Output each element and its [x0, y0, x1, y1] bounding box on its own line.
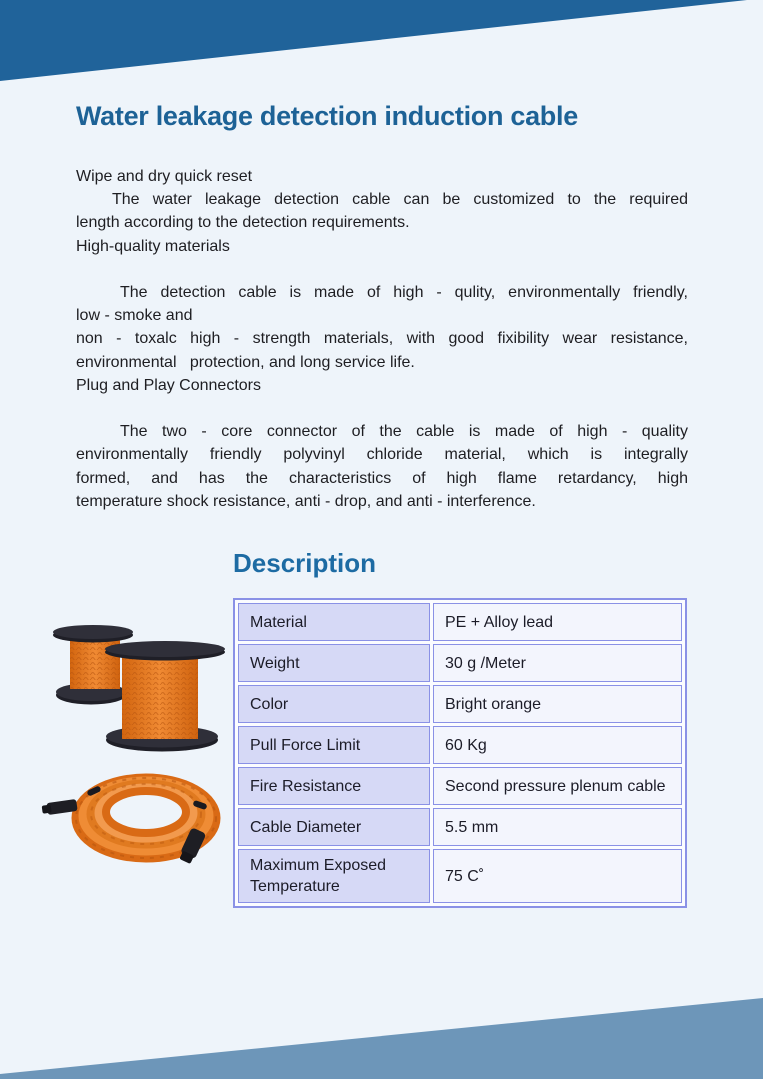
spec-label: Material — [238, 603, 430, 641]
spec-value: 30 g /Meter — [433, 644, 682, 682]
page-title: Water leakage detection induction cable — [76, 101, 578, 131]
spec-label: Cable Diameter — [238, 808, 430, 846]
spec-label: Maximum Exposed Temperature — [238, 849, 430, 903]
body-text-line: non - toxalc high - strength materials, with good fixibility wear resistance, — [76, 330, 688, 348]
footer-wedge-decoration — [0, 997, 763, 1079]
body-text-line: temperature shock resistance, anti - drop, and anti - interference. — [76, 492, 536, 510]
body-text-line: environmental protection, and long service life. — [76, 353, 415, 371]
table-row — [238, 808, 682, 846]
body-text-line: low - smoke and — [76, 307, 193, 325]
spec-value: 5.5 mm — [433, 808, 682, 846]
spec-value: PE + Alloy lead — [433, 603, 682, 641]
body-text-line: Wipe and dry quick reset — [76, 168, 253, 185]
cable-coil-image — [41, 778, 216, 865]
cable-spool-back-image — [53, 625, 133, 705]
spec-value: Second pressure plenum cable — [433, 767, 682, 805]
body-text-line: formed, and has the characteristics of high flame retardancy, high — [76, 469, 688, 487]
body-text — [76, 165, 688, 513]
description-table-body — [238, 603, 682, 903]
body-text-line: environmentally friendly polyvinyl chloride material, which is integrally — [76, 446, 688, 464]
body-spacer-line — [76, 258, 688, 281]
table-row — [238, 849, 682, 903]
body-text-line: length according to the detection requirements. — [76, 214, 410, 232]
spec-value: Bright orange — [433, 685, 682, 723]
table-row — [238, 644, 682, 682]
spec-value: 75 C˚ — [433, 849, 682, 903]
body-text-line: The water leakage detection cable can be customized to the required — [112, 191, 688, 209]
table-row — [238, 767, 682, 805]
body-spacer-line — [76, 397, 688, 420]
body-text-line: The detection cable is made of high - qulity, environmentally friendly, — [120, 284, 688, 301]
body-text-line: Plug and Play Connectors — [76, 376, 261, 394]
table-row — [238, 685, 682, 723]
description-table — [233, 598, 687, 908]
body-text-line: The two - core connector of the cable is made of high - quality — [120, 423, 688, 441]
spec-value: 60 Kg — [433, 726, 682, 764]
cable-spool-front-image — [105, 641, 225, 752]
product-photo — [35, 595, 225, 885]
spec-label: Weight — [238, 644, 430, 682]
spec-label: Fire Resistance — [238, 767, 430, 805]
spec-label: Color — [238, 685, 430, 723]
description-heading: Description — [233, 548, 377, 578]
table-row — [238, 726, 682, 764]
spec-label: Pull Force Limit — [238, 726, 430, 764]
body-text-line: High-quality materials — [76, 237, 230, 255]
header-wedge-decoration — [0, 0, 763, 82]
table-row — [238, 603, 682, 641]
